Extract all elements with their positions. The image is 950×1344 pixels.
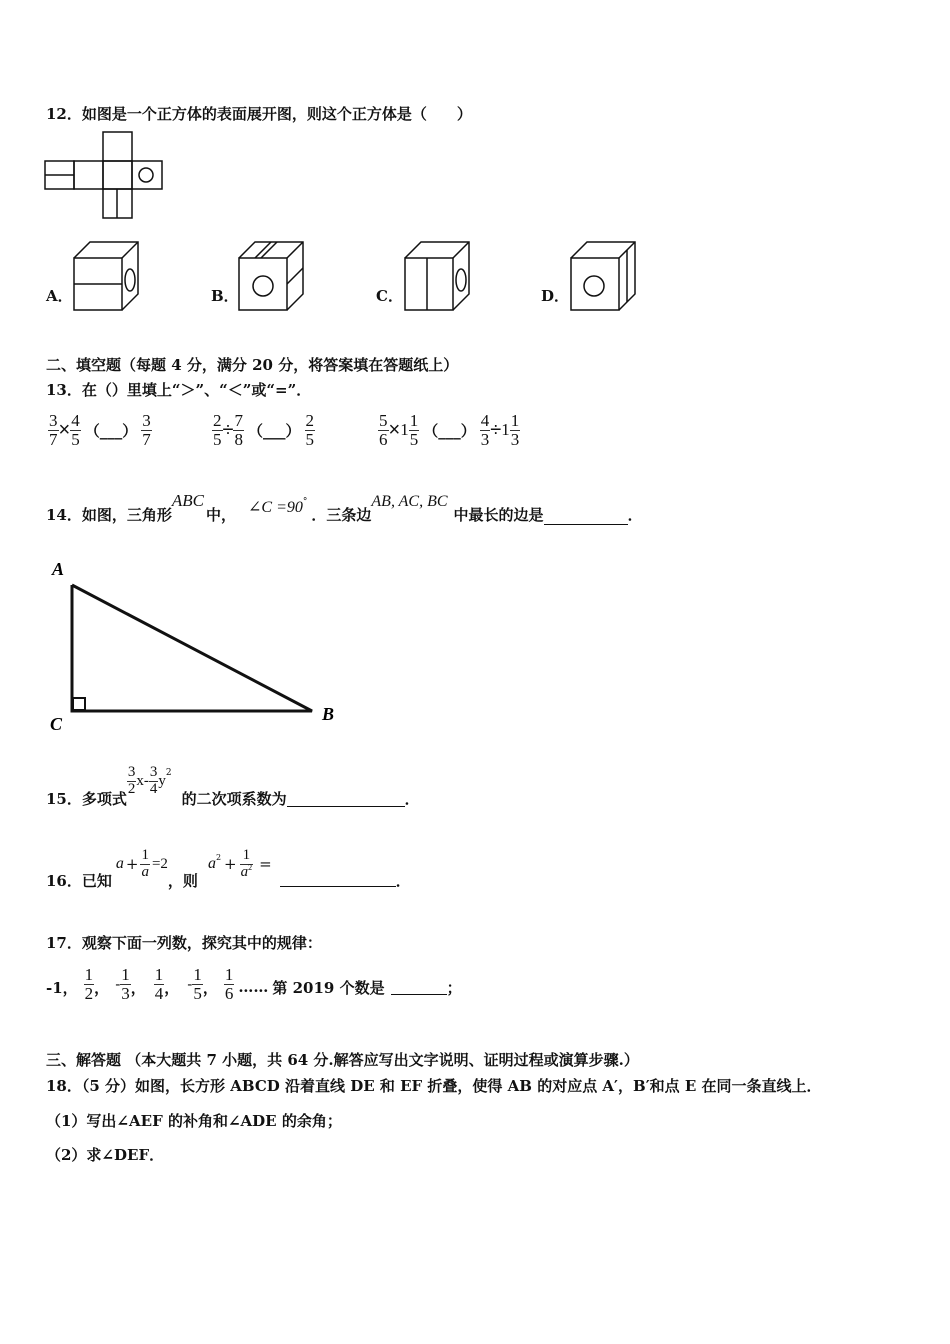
option-d-label[interactable]: D． [541, 287, 570, 305]
vertex-c-label: C [50, 714, 63, 734]
frac-den: 2 [84, 983, 94, 1003]
frac-num: 3 [49, 411, 58, 430]
frac-num: 1 [510, 411, 520, 430]
exponent: 2 [248, 862, 253, 872]
section-3-title: 三、解答题 （本大题共 7 小题，共 64 分.解答应写出文字说明、证明过程或演算步骤.） [46, 1051, 639, 1069]
frac-num: 1 [240, 848, 254, 865]
vertex-b-label: B [322, 704, 335, 724]
frac-den: 4 [149, 780, 158, 797]
frac-num: 1 [84, 965, 94, 984]
equals-sign: = [259, 855, 272, 874]
vertex-a-label: A [52, 559, 65, 579]
minus-sign: - [115, 975, 121, 994]
option-d-cube[interactable] [569, 240, 641, 314]
option-c-cube[interactable] [403, 240, 475, 314]
angle-expr: ∠C =90 [248, 499, 303, 516]
q17-sequence [46, 966, 462, 1003]
q13-text: 13．在（）里填上“＞”、“＜”或“=”． [46, 381, 312, 399]
q14-prefix: 14．如图，三角形 [46, 506, 172, 524]
option-c-label[interactable]: C． [376, 287, 403, 305]
q18-text: 18．（5 分）如图，长方形 ABCD 沿着直线 DE 和 EF 折叠，使得 AB 的对应点 A′，B′和点 E 在同一条直线上． [46, 1077, 822, 1095]
q14-text [46, 491, 643, 525]
section-2-title: 二、填空题（每题 4 分，满分 20 分，将答案填在答题纸上） [46, 356, 459, 374]
frac-den: 5 [213, 429, 222, 449]
frac-num: 3 [142, 411, 151, 430]
comma: ， [130, 978, 146, 997]
frac-num: 1 [409, 411, 419, 430]
q16-prefix: 16．已知 [46, 871, 112, 890]
comma: ， [202, 978, 218, 997]
q13-item-1 [48, 412, 152, 449]
operator: × [58, 418, 71, 441]
minus-sign: - [187, 975, 193, 994]
frac-num: 1 [154, 965, 164, 984]
plus-sign: + [125, 855, 139, 874]
frac-num: 4 [71, 411, 80, 430]
frac-den-var: a [240, 863, 249, 880]
q13-item-2 [212, 412, 315, 449]
frac-den: 7 [49, 429, 58, 449]
frac-num: 3 [149, 764, 158, 780]
q17-end: ； [446, 978, 462, 997]
q15-suffix: 的二次项系数为 [181, 789, 287, 808]
frac-num: 1 [121, 965, 130, 984]
var-y: y [158, 772, 166, 789]
answer-blank[interactable]: （___） [247, 421, 301, 440]
q14-mid: 中， [205, 506, 236, 524]
q18-sub2: （2）求∠DEF． [46, 1146, 165, 1164]
q14-suffix: 中最长的边是 [453, 506, 544, 524]
frac-den: 2 [127, 780, 136, 797]
frac-num: 4 [480, 411, 490, 430]
q16-text [46, 847, 411, 890]
plus-sign: + [224, 855, 237, 874]
operator: × [388, 418, 401, 441]
whole-part: 1 [501, 420, 510, 440]
exponent: 2 [215, 852, 222, 862]
equals-two: =2 [151, 855, 168, 872]
right-triangle-figure [40, 555, 360, 740]
frac-den: 7 [142, 429, 151, 449]
operator: ÷ [222, 418, 234, 441]
q16-then: ，则 [167, 871, 198, 890]
q14-end: ． [627, 506, 643, 524]
frac-den: a [141, 863, 149, 880]
triangle-name: ABC [171, 491, 204, 510]
q14-answer-blank[interactable] [544, 524, 628, 525]
option-a-cube[interactable] [72, 240, 144, 314]
ellipsis: …… [238, 978, 269, 997]
frac-num: 1 [193, 965, 202, 984]
frac-num: 3 [127, 764, 136, 780]
answer-blank[interactable]: （___） [423, 421, 476, 440]
q12-text: 12．如图是一个正方体的表面展开图，则这个正方体是（ ） [46, 105, 472, 123]
comma: ， [94, 978, 110, 997]
option-b-label[interactable]: B． [211, 287, 239, 305]
frac-num: 1 [224, 965, 234, 984]
seq-first: -1， [46, 978, 78, 997]
frac-den: 4 [154, 983, 164, 1003]
frac-den: 5 [193, 983, 202, 1003]
frac-num: 2 [305, 411, 314, 430]
q14-mid2: ．三条边 [311, 506, 372, 524]
q17-ask: 第 2019 个数是 [272, 978, 385, 997]
q16-answer-blank[interactable] [280, 886, 396, 887]
answer-blank[interactable]: （___） [84, 421, 138, 440]
frac-den: 3 [480, 429, 490, 449]
cube-net-figure [44, 130, 169, 222]
exponent: 2 [165, 768, 172, 779]
frac-den: 5 [409, 429, 419, 449]
var-x: x- [136, 772, 149, 789]
q15-prefix: 15．多项式 [46, 789, 127, 808]
frac-den: 6 [379, 429, 388, 449]
q15-text [46, 764, 420, 808]
degree-mark: ° [302, 497, 308, 507]
var-a: a [207, 855, 216, 873]
comma: ， [164, 978, 180, 997]
frac-num: 5 [379, 411, 388, 430]
frac-num: 7 [234, 411, 243, 430]
frac-den: 8 [234, 429, 243, 449]
q17-answer-blank[interactable] [391, 994, 447, 995]
option-b-cube[interactable] [237, 240, 309, 314]
frac-den: 6 [224, 983, 234, 1003]
q13-item-3 [378, 412, 520, 449]
frac-den: 5 [71, 429, 80, 449]
q15-answer-blank[interactable] [287, 806, 405, 807]
frac-num: 2 [213, 411, 222, 430]
frac-den: 3 [121, 983, 130, 1003]
var-a: a [115, 855, 124, 873]
q15-end: ． [404, 789, 420, 808]
frac-den: 3 [510, 429, 520, 449]
q18-sub1: （1）写出∠AEF 的补角和∠ADE 的余角； [46, 1112, 342, 1130]
option-a-label[interactable]: A． [46, 287, 73, 305]
operator: ÷ [490, 418, 502, 441]
frac-den: 5 [305, 429, 314, 449]
q17-text: 17．观察下面一列数，探究其中的规律： [46, 934, 322, 952]
frac-num: 1 [141, 847, 149, 863]
sides-list: AB, AC, BC [371, 493, 448, 510]
whole-part: 1 [400, 420, 409, 440]
q16-end: ． [395, 871, 411, 890]
